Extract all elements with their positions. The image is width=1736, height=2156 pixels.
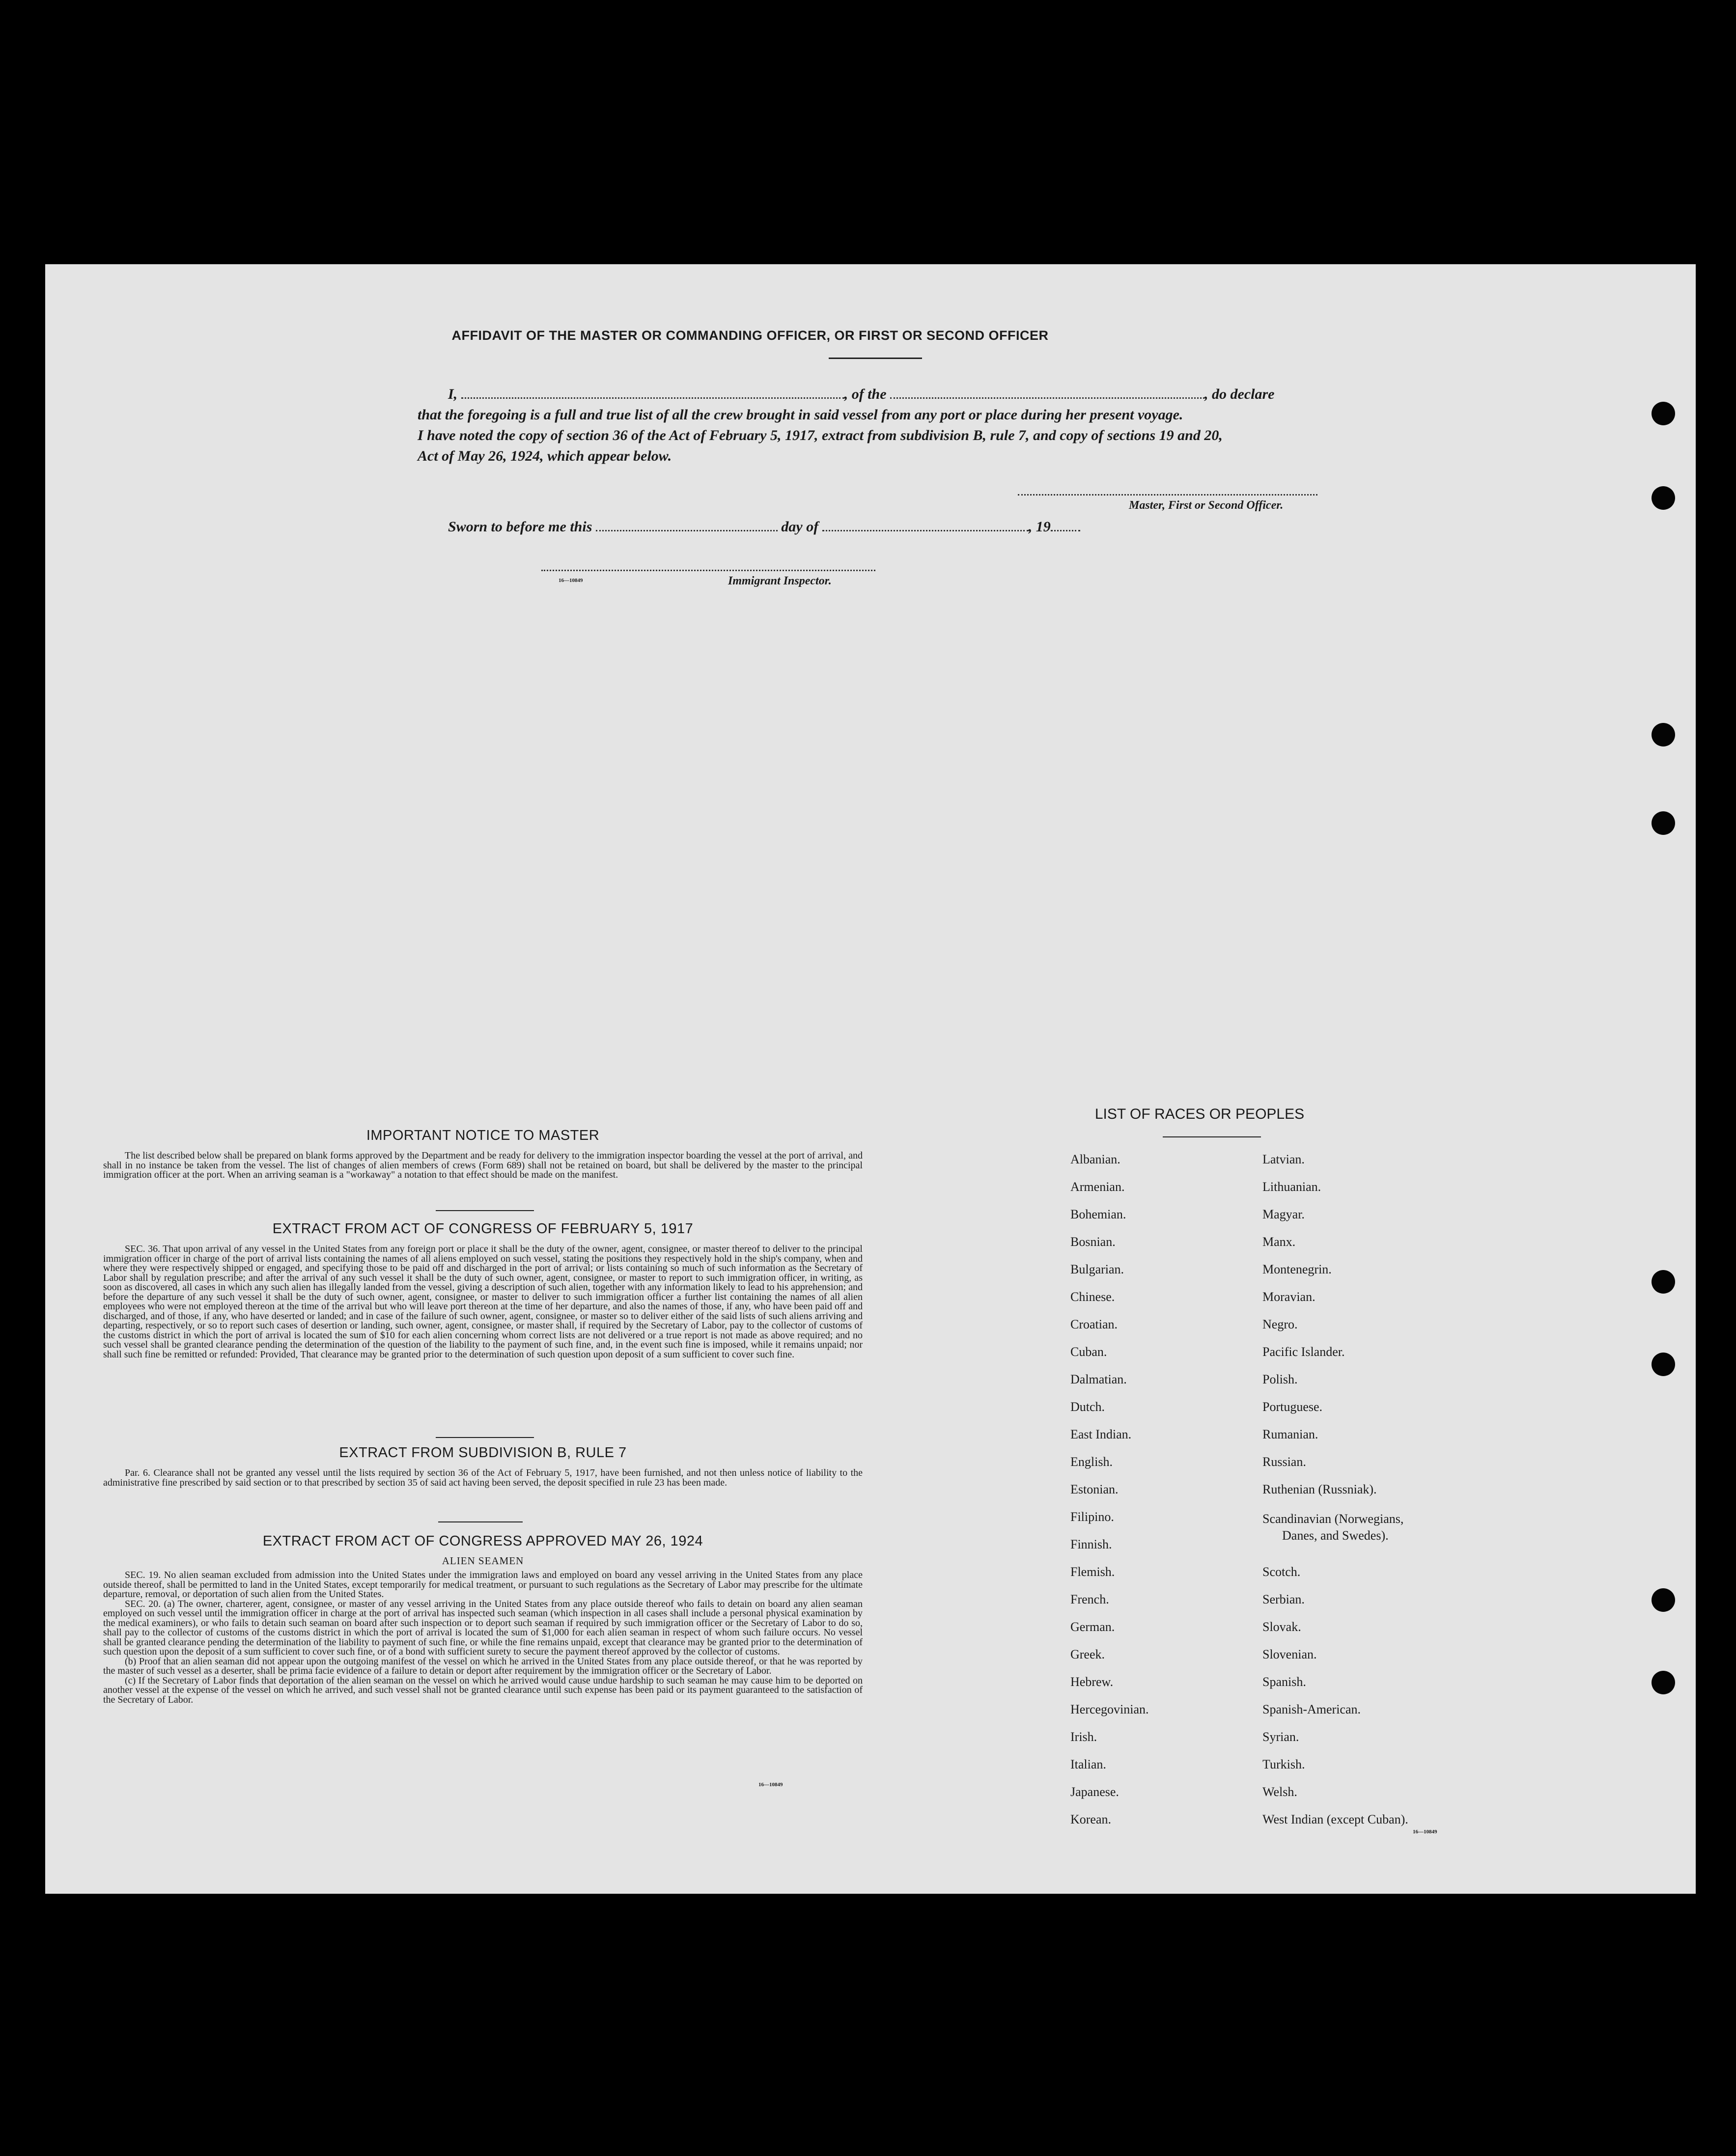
race-item: Rumanian. xyxy=(1262,1427,1318,1441)
extract-1917-title: EXTRACT FROM ACT OF CONGRESS OF FEBRUARY 5, 1917 xyxy=(272,1221,694,1237)
rule-2 xyxy=(436,1437,534,1438)
race-item: Danes, and Swedes). xyxy=(1282,1528,1389,1543)
race-item: Pacific Islander. xyxy=(1262,1345,1345,1359)
inspector-signature-line[interactable] xyxy=(541,570,875,571)
race-item: Polish. xyxy=(1262,1372,1298,1386)
race-item: Moravian. xyxy=(1262,1290,1316,1304)
sworn-day-blank[interactable] xyxy=(596,521,778,531)
race-item: Serbian. xyxy=(1262,1592,1305,1606)
race-item: Filipino. xyxy=(1070,1510,1114,1524)
race-item: Syrian. xyxy=(1262,1730,1299,1744)
race-item: Welsh. xyxy=(1262,1785,1297,1799)
punch-hole xyxy=(1652,723,1675,746)
race-item: Montenegrin. xyxy=(1262,1262,1332,1276)
race-item: Chinese. xyxy=(1070,1290,1115,1304)
races-form-number: 16—10849 xyxy=(1413,1829,1437,1835)
race-item: French. xyxy=(1070,1592,1109,1606)
day-of-text: day of xyxy=(781,519,819,535)
inspector-label: Immigrant Inspector. xyxy=(728,575,832,587)
section-20b: (b) Proof that an alien seaman did not appear upon the outgoing manifest of the vessel on which he arrived in the United States from any place outside thereof, or that he was reported by the master of such vessel as a deserter, shall be prima facie evidence of a failure to detain or deport after requirement by the immigration officer or the Secretary of Labor. xyxy=(103,1656,863,1676)
affidavit-form-number: 16—10849 xyxy=(559,578,583,583)
races-rule xyxy=(1163,1136,1261,1137)
race-item: Finnish. xyxy=(1070,1537,1112,1551)
race-item: Dutch. xyxy=(1070,1400,1105,1414)
vessel-blank[interactable] xyxy=(890,388,1204,399)
section-20a: SEC. 20. (a) The owner, charterer, agent, consignee, or master of any vessel arriving in the United States from any place outside thereof who fails to detain on board any alien seaman employed on such vessel until the immigration officer in charge at the port of arrival has inspected such seaman (which inspection in all cases shall include a personal physical examination by the medical examiners), or who fails to detain such seaman on board after such inspection or to deport such seaman if required by such immigration officer or the Secretary of Labor to do so, shall pay to the collector of customs of the customs district in which the port of arrival is located the sum of $1,000 for each alien seaman in respect of whom such failure occurs. No vessel shall be granted clearance pending the determination of the liability to payment of such fine, or while the fine remains unpaid, except that clearance may be granted prior to the determination of such question upon the deposit of a sum sufficient to cover such fine, or of a bond with sufficient surety to secure the payment thereof approved by the collector of customs. xyxy=(103,1598,863,1657)
race-item: Flemish. xyxy=(1070,1565,1115,1579)
race-item: Irish. xyxy=(1070,1730,1097,1744)
race-item: Slovenian. xyxy=(1262,1647,1317,1661)
notice-body: The list described below shall be prepared on blank forms approved by the Department and be ready for delivery to the immigration inspector boarding the vessel at the port of arrival, and shall in no instance be taken from the vessel. The list of changes of alien members of crews (Form 689) shall not be retained on board, but shall be delivered by the master to the principal immigration officer at the port. When an arriving seaman is a "workaway" a notation to that effect should be made on the manifest. xyxy=(103,1150,863,1180)
affidavit-of-the: , of the xyxy=(844,386,887,402)
race-item: Slovak. xyxy=(1262,1620,1301,1634)
affidavit-i: I, xyxy=(448,386,458,402)
affidavit-declare: , do declare xyxy=(1204,386,1275,402)
race-item: Dalmatian. xyxy=(1070,1372,1127,1386)
rule-1 xyxy=(436,1210,534,1211)
rule-3 xyxy=(438,1521,523,1522)
punch-hole xyxy=(1652,811,1675,835)
race-item: Estonian. xyxy=(1070,1482,1119,1496)
race-item: Spanish. xyxy=(1262,1675,1306,1689)
race-item: German. xyxy=(1070,1620,1115,1634)
race-item: Italian. xyxy=(1070,1757,1106,1771)
race-item: Bulgarian. xyxy=(1070,1262,1124,1276)
extract-form-number: 16—10849 xyxy=(758,1782,783,1788)
year-text: , 19 xyxy=(1028,519,1051,535)
race-item: East Indian. xyxy=(1070,1427,1132,1441)
punch-hole xyxy=(1652,1270,1675,1294)
race-item: Japanese. xyxy=(1070,1785,1119,1799)
punch-hole xyxy=(1652,402,1675,425)
race-item: Hercegovinian. xyxy=(1070,1702,1149,1716)
affidavit-line-4: Act of May 26, 1924, which appear below. xyxy=(418,448,672,464)
race-item: Manx. xyxy=(1262,1235,1296,1249)
race-item: Cuban. xyxy=(1070,1345,1107,1359)
race-item: Greek. xyxy=(1070,1647,1105,1661)
punch-hole xyxy=(1652,1588,1675,1612)
section-20c: (c) If the Secretary of Labor finds that deportation of the alien seaman on the vessel on which he arrived would cause undue hardship to such seaman he may cause him to be deported on another vessel at the expense of the vessel on which he arrived, and such vessel shall not be granted clearance until such expense has been paid or its payment guaranteed to the satisfaction of the Secretary of Labor. xyxy=(103,1675,863,1705)
master-signature-label: Master, First or Second Officer. xyxy=(1129,499,1284,512)
race-item: Negro. xyxy=(1262,1317,1298,1331)
master-signature-line[interactable] xyxy=(1018,494,1317,496)
race-item: Armenian. xyxy=(1070,1180,1125,1194)
sworn-month-blank[interactable] xyxy=(822,521,1029,531)
race-item: Hebrew. xyxy=(1070,1675,1114,1689)
race-item: Portuguese. xyxy=(1262,1400,1323,1414)
race-item: Scotch. xyxy=(1262,1565,1301,1579)
extract-1924-body xyxy=(103,1571,863,1705)
race-item: Lithuanian. xyxy=(1262,1180,1321,1194)
punch-hole xyxy=(1652,1671,1675,1694)
race-item: Magyar. xyxy=(1262,1207,1305,1221)
document-sheet xyxy=(45,264,1696,1894)
races-title: LIST OF RACES OR PEOPLES xyxy=(1094,1106,1305,1122)
alien-seamen-subtitle: ALIEN SEAMEN xyxy=(442,1555,524,1567)
race-item: West Indian (except Cuban). xyxy=(1262,1812,1408,1826)
affidavit-line-3: I have noted the copy of section 36 of the Act of February 5, 1917, extract from subdivision B, rule 7, and copy of sections 19 and 20, xyxy=(418,427,1223,443)
sworn-year-blank[interactable] xyxy=(1051,521,1080,531)
race-item: Russian. xyxy=(1262,1455,1306,1469)
punch-hole xyxy=(1652,1353,1675,1376)
section-19: SEC. 19. No alien seaman excluded from admission into the United States under the immigration laws and employed on board any vessel arriving in the United States from any place outside thereof, shall be permitted to land in the United States, except temporarily for medical treatment, or pursuant to such regulations as the Secretary of Labor may prescribe for the ultimate departure, removal, or deportation of such alien from the United States. xyxy=(103,1570,863,1600)
race-item: Spanish-American. xyxy=(1262,1702,1361,1716)
race-item: Scandinavian (Norwegians, xyxy=(1262,1512,1404,1526)
rule-7-title: EXTRACT FROM SUBDIVISION B, RULE 7 xyxy=(339,1445,627,1461)
notice-title: IMPORTANT NOTICE TO MASTER xyxy=(366,1128,600,1143)
title-rule xyxy=(829,358,922,359)
punch-hole xyxy=(1652,486,1675,510)
race-item: Albanian. xyxy=(1070,1152,1120,1166)
extract-1917-body: SEC. 36. That upon arrival of any vessel in the United States from any foreign port or place it shall be the duty of the owner, agent, consignee, or master thereof to deliver to the principal immigration officer in charge of the port of arrival lists containing the names of all aliens employed on such vessel, stating the positions they respectively hold in the ship's company, when and where they were respectively shipped or engaged, and specifying those to be paid off and discharged in the port of arrival; or lists containing so much of such information as the Secretary of Labor shall by regulation prescribe; and after the arrival of any such vessel it shall be the duty of such owner, agent, consignee, or master to report to such immigration officer, in writing, as soon as discovered, all cases in which any such alien has illegally landed from the vessel, giving a description of such alien, together with any information likely to lead to his apprehension; and before the departure of any such vessel it shall be the duty of such owner, agent, consignee, or master to deliver to such immigration officer a further list containing the names of all alien employees who were not employed thereon at the time of the arrival but who will leave port thereon at the time of her departure, and also the names of those, if any, who have been paid off and discharged, and of those, if any, who have deserted or landed; and in case of the failure of such owner, agent, consignee, or master so to deliver either of the said lists of such aliens arriving and departing, respectively, or so to report such cases of desertion or landing, such owner, agent, consignee, or master shall, if required by the Secretary of Labor, pay to the collector of customs of the customs district in which the port of arrival is located the sum of $10 for each alien concerning whom correct lists are not delivered or a true report is not made as above required; and no such vessel shall be granted clearance pending the determination of the question of the liability to the payment of such fine, and, in the event such fine is imposed, while it remains unpaid; nor shall such fine be remitted or refunded: Provided, That clearance may be granted prior to the determination of such question upon deposit of a sum sufficient to cover such fine. xyxy=(103,1244,863,1360)
race-item: Croatian. xyxy=(1070,1317,1118,1331)
affidavit-line-1 xyxy=(448,386,1274,403)
race-item: Ruthenian (Russniak). xyxy=(1262,1482,1377,1496)
affidavit-line-2: that the foregoing is a full and true list of all the crew brought in said vessel from any port or place during her present voyage. xyxy=(418,407,1183,423)
affidavit-title: AFFIDAVIT OF THE MASTER OR COMMANDING OFFICER, OR FIRST OR SECOND OFFICER xyxy=(451,328,1049,343)
extract-1924-title: EXTRACT FROM ACT OF CONGRESS APPROVED MAY 26, 1924 xyxy=(262,1533,703,1549)
sworn-line xyxy=(448,519,1080,535)
race-item: Korean. xyxy=(1070,1812,1112,1826)
sworn-text: Sworn to before me this xyxy=(448,519,592,535)
rule-7-body: Par. 6. Clearance shall not be granted any vessel until the lists required by section 36 of the Act of February 5, 1917, have been furnished, and not then unless notice of liability to the administrative fine prescribed by said section or to that prescribed by section 35 of said act having been served, the deposit specified in rule 23 has been made. xyxy=(103,1467,863,1488)
race-item: Turkish. xyxy=(1262,1757,1305,1771)
race-item: English. xyxy=(1070,1455,1113,1469)
race-item: Latvian. xyxy=(1262,1152,1305,1166)
race-item: Bohemian. xyxy=(1070,1207,1126,1221)
race-item: Bosnian. xyxy=(1070,1235,1116,1249)
name-blank[interactable] xyxy=(461,388,844,399)
